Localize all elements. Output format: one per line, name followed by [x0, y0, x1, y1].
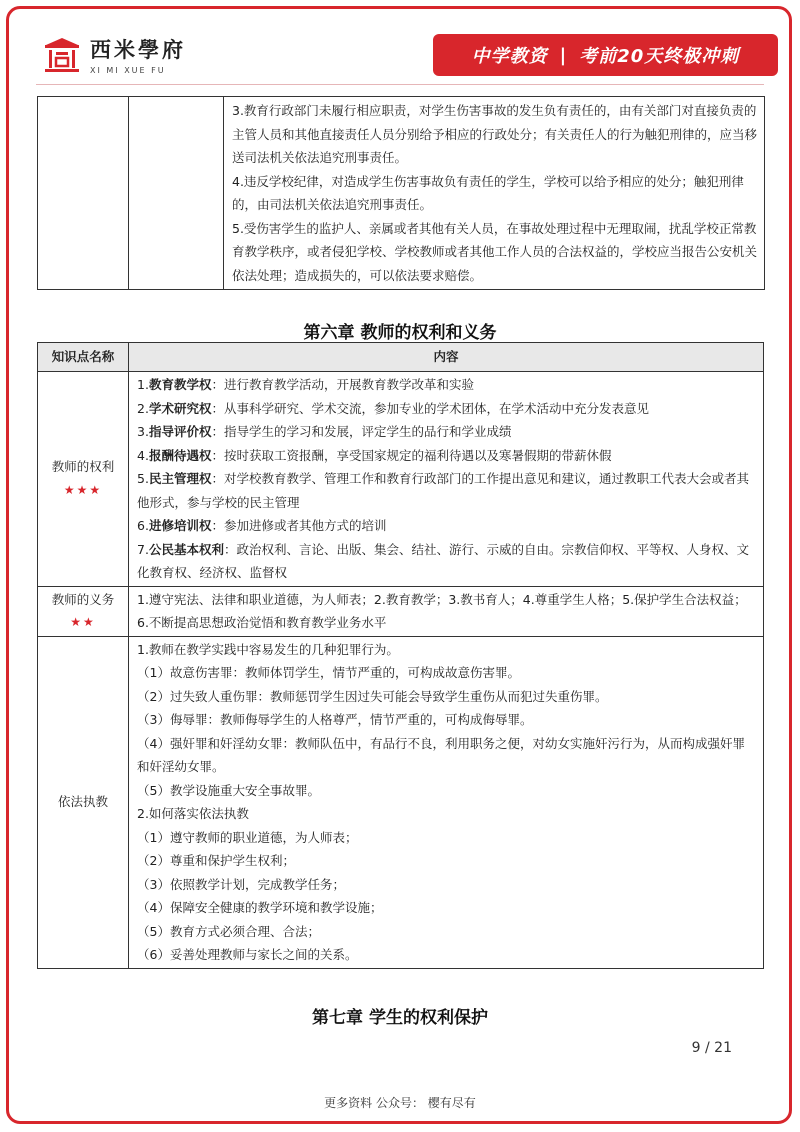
- list-item: 2.学术研究权：从事科学研究、学术交流，参加专业的学术团体，在学术活动中充分发表意见: [137, 400, 649, 416]
- table-header-row: [38, 343, 764, 372]
- list-item: 1.教师在教学实践中容易发生的几种犯罪行为。: [137, 641, 399, 657]
- chapter-title: 第六章 教师的权利和义务: [303, 323, 497, 343]
- star-rating: ★★: [70, 615, 96, 629]
- list-item: 5.民主管理权：对学校教育教学、管理工作和教育行政部门的工作提出意见和建议，通过教职工代表大会或者其他形式，参与学校的民主管理: [137, 471, 749, 510]
- column-header-name: 知识点名称: [38, 343, 129, 372]
- list-item: （4）保障安全健康的教学环境和教学设施；: [137, 900, 383, 915]
- list-item: （5）教学设施重大安全事故罪。: [137, 782, 320, 798]
- list-item: 4.违反学校纪律，对造成学生伤害事故负有责任的学生，学校可以给予相应的处分；触犯刑律的，由司法机关依法追究刑事责任。: [232, 173, 744, 212]
- knowledge-point-content: [129, 586, 764, 636]
- row-label: 教师的义务: [51, 591, 115, 607]
- list-item: （2）过失致人重伤罪：教师惩罚学生因过失可能会导致学生重伤从而犯过失重伤罪。: [137, 688, 608, 704]
- banner-slogan: 考前20天终极冲刺: [579, 46, 740, 67]
- header-divider: [36, 84, 764, 85]
- table-row: [38, 372, 764, 587]
- knowledge-point-name: [38, 586, 129, 636]
- list-item: （6）妥善处理教师与家长之间的关系。: [137, 947, 358, 962]
- list-item: （3）侮辱罪：教师侮辱学生的人格尊严，情节严重的，可构成侮辱罪。: [137, 712, 533, 727]
- banner-subject: 中学教资: [471, 46, 548, 67]
- header-banner: [433, 34, 778, 76]
- list-item: （5）教育方式必须合理、合法；: [137, 923, 320, 939]
- list-item: （1）故意伤害罪：教师体罚学生，情节严重的，可构成故意伤害罪。: [137, 665, 520, 680]
- knowledge-point-content: [129, 636, 764, 968]
- table-row: [38, 636, 764, 968]
- list-item: （2）尊重和保护学生权利；: [137, 853, 295, 868]
- list-item: 2.如何落实依法执教: [137, 806, 249, 821]
- list-item: 1.教育教学权：进行教育教学活动，开展教育教学改革和实验: [137, 377, 474, 392]
- brand-logo: [42, 34, 186, 75]
- brand-name-latin: XI MI XUE FU: [90, 66, 166, 75]
- list-item: 1.遵守宪法、法律和职业道德，为人师表；2.教育教学；3.教书育人；4.尊重学生人格；5.保护学生合法权益；6.不断提高思想政治觉悟和教育教学业务水平: [137, 591, 747, 630]
- list-item: 5.受伤害学生的监护人、亲属或者其他有关人员，在事故处理过程中无理取闹，扰乱学校正常教育教学秩序，或者侵犯学校、学校教师或者其他工作人员的合法权益的，学校应当报告公安机关依法处理；造成损失的，可以依法要求赔偿。: [232, 220, 758, 283]
- list-item: 7.公民基本权利：政治权利、言论、出版、集会、结社、游行、示威的自由。宗教信仰权、平等权、人身权、文化教育权、经济权、监督权: [137, 541, 749, 580]
- knowledge-table: [37, 342, 764, 969]
- list-item: 3.指导评价权：指导学生的学习和发展，评定学生的品行和学业成绩: [137, 424, 512, 439]
- list-item: 6.进修培训权：参加进修或者其他方式的培训: [137, 518, 387, 533]
- continuation-table: [37, 96, 765, 290]
- knowledge-point-content: [129, 372, 764, 587]
- banner-separator: |: [559, 44, 568, 66]
- star-rating: ★★★: [63, 482, 103, 497]
- page-number: 9 / 21: [691, 1040, 732, 1056]
- building-icon: [42, 35, 82, 75]
- brand-name: 西米學府: [90, 37, 186, 62]
- list-item: （4）强奸罪和奸淫幼女罪：教师队伍中，有品行不良，利用职务之便，对幼女实施奸污行为，从而构成强奸罪和奸淫幼女罪。: [137, 735, 745, 774]
- list-item: 3.教育行政部门未履行相应职责，对学生伤害事故的发生负有责任的，由有关部门对直接负责的主管人员和其他直接责任人员分别给予相应的行政处分；有关责任人的行为触犯刑律的，应当移送司法机关依法追究刑事责任。: [232, 103, 758, 165]
- table-cell: [38, 97, 129, 290]
- list-item: 4.报酬待遇权：按时获取工资报酬，享受国家规定的福利待遇以及寒暑假期的带薪休假: [137, 447, 612, 463]
- table-row: [38, 97, 765, 290]
- table-cell: [129, 97, 224, 290]
- chapter-title: 第七章 学生的权利保护: [312, 1008, 488, 1028]
- knowledge-point-name: 依法执教: [38, 636, 129, 968]
- row-label: 教师的权利: [51, 459, 115, 475]
- footer-note: 更多资料 公众号： 樱有尽有: [324, 1096, 476, 1110]
- column-header-content: 内容: [129, 343, 764, 372]
- list-item: （1）遵守教师的职业道德，为人师表；: [137, 829, 358, 845]
- table-row: [38, 586, 764, 636]
- table-cell: [224, 97, 765, 290]
- knowledge-point-name: [38, 372, 129, 587]
- list-item: （3）依照教学计划，完成教学任务；: [137, 876, 345, 892]
